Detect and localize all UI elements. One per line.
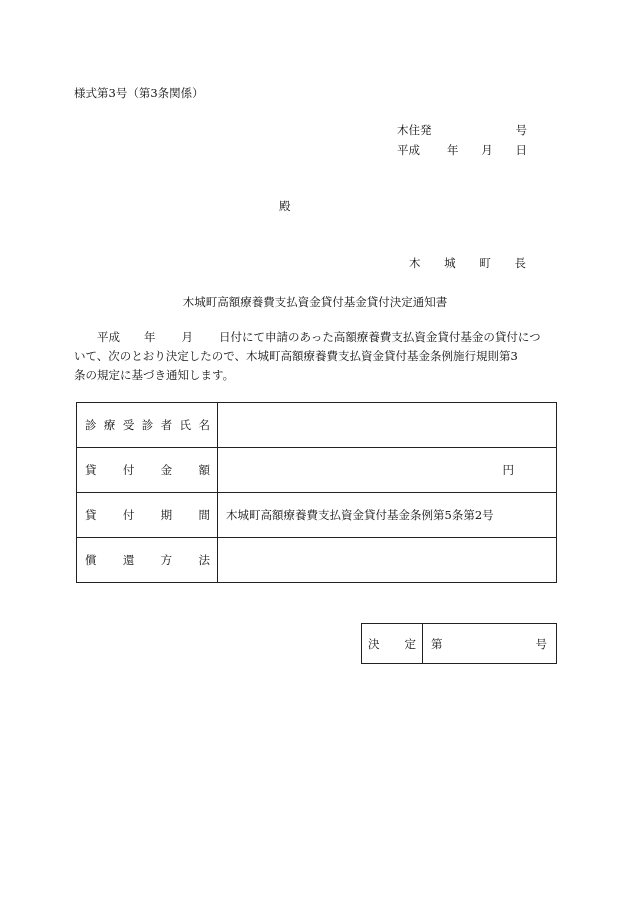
- body-paragraph: [74, 328, 560, 385]
- loan-period-value: 木城町高額療養費支払資金貸付基金条例第5条第2号: [218, 493, 557, 538]
- body-month: 月: [181, 330, 193, 344]
- label-char: 氏: [179, 418, 192, 432]
- label-char: 還: [122, 553, 135, 567]
- row-label-loan-period: [77, 493, 218, 538]
- body-year: 年: [144, 330, 156, 344]
- decision-label: [362, 624, 423, 664]
- date-year: 年: [447, 143, 459, 157]
- row-label-repayment-method: [77, 538, 218, 583]
- document-title: 木城町高額療養費支払資金貸付基金貸付決定通知書: [182, 295, 448, 309]
- table-row: [77, 493, 557, 538]
- body-line: [74, 328, 560, 347]
- label-char: 法: [198, 553, 210, 567]
- label-char: 付: [122, 463, 135, 477]
- issue-number: [397, 122, 527, 138]
- form-id: 様式第3号（第3条関係）: [74, 86, 204, 100]
- decision-number-box: [361, 623, 557, 664]
- table-row: [77, 403, 557, 448]
- issuer-char: 長: [514, 256, 526, 270]
- label-char: 者: [160, 418, 173, 432]
- issuer-char: 町: [479, 256, 491, 270]
- label-char: 貸: [85, 508, 97, 522]
- recipient-honorific: 殿: [279, 199, 291, 213]
- table-row: [77, 538, 557, 583]
- decision-number-prefix: 第: [431, 636, 443, 651]
- label-char: 療: [103, 418, 116, 432]
- decision-number-suffix: 号: [535, 636, 547, 651]
- issue-date: [397, 142, 527, 158]
- body-line: いて、次のとおり決定したので、木城町高額療養費支払資金貸付基金条例施行規則第3: [74, 349, 518, 363]
- patient-name-value: [218, 403, 557, 448]
- decision-number: [423, 624, 557, 664]
- body-era: 平成: [97, 330, 120, 344]
- issue-number-prefix: 木住発: [397, 123, 432, 137]
- label-char: 貸: [85, 463, 97, 477]
- label-char: 診: [141, 418, 154, 432]
- row-label-loan-amount: [77, 448, 218, 493]
- body-line: 条の規定に基づき通知します。: [74, 368, 235, 382]
- label-char: 決: [368, 636, 380, 651]
- label-char: 金: [160, 463, 173, 477]
- date-era: 平成: [397, 143, 420, 157]
- label-char: 期: [160, 508, 173, 522]
- loan-details-table: [76, 402, 557, 583]
- issue-number-suffix: 号: [515, 123, 527, 137]
- label-char: 間: [198, 508, 210, 522]
- label-char: 方: [160, 553, 173, 567]
- label-char: 付: [122, 508, 135, 522]
- table-row: [362, 624, 557, 664]
- loan-amount-value: [218, 448, 557, 493]
- repayment-method-value: [218, 538, 557, 583]
- date-day: 日: [515, 143, 527, 157]
- issuer: [409, 255, 526, 271]
- issuer-char: 城: [444, 256, 456, 270]
- label-char: 診: [85, 418, 97, 432]
- label-char: 名: [198, 418, 210, 432]
- label-char: 額: [198, 463, 210, 477]
- yen-unit: 円: [502, 463, 514, 477]
- row-label-patient-name: [77, 403, 218, 448]
- label-char: 償: [85, 553, 97, 567]
- table-row: [77, 448, 557, 493]
- label-char: 受: [122, 418, 135, 432]
- body-text: 日付にて申請のあった高額療養費支払資金貸付基金の貸付につ: [219, 330, 541, 344]
- date-month: 月: [481, 143, 493, 157]
- issuer-char: 木: [409, 256, 421, 270]
- label-char: 定: [404, 636, 416, 651]
